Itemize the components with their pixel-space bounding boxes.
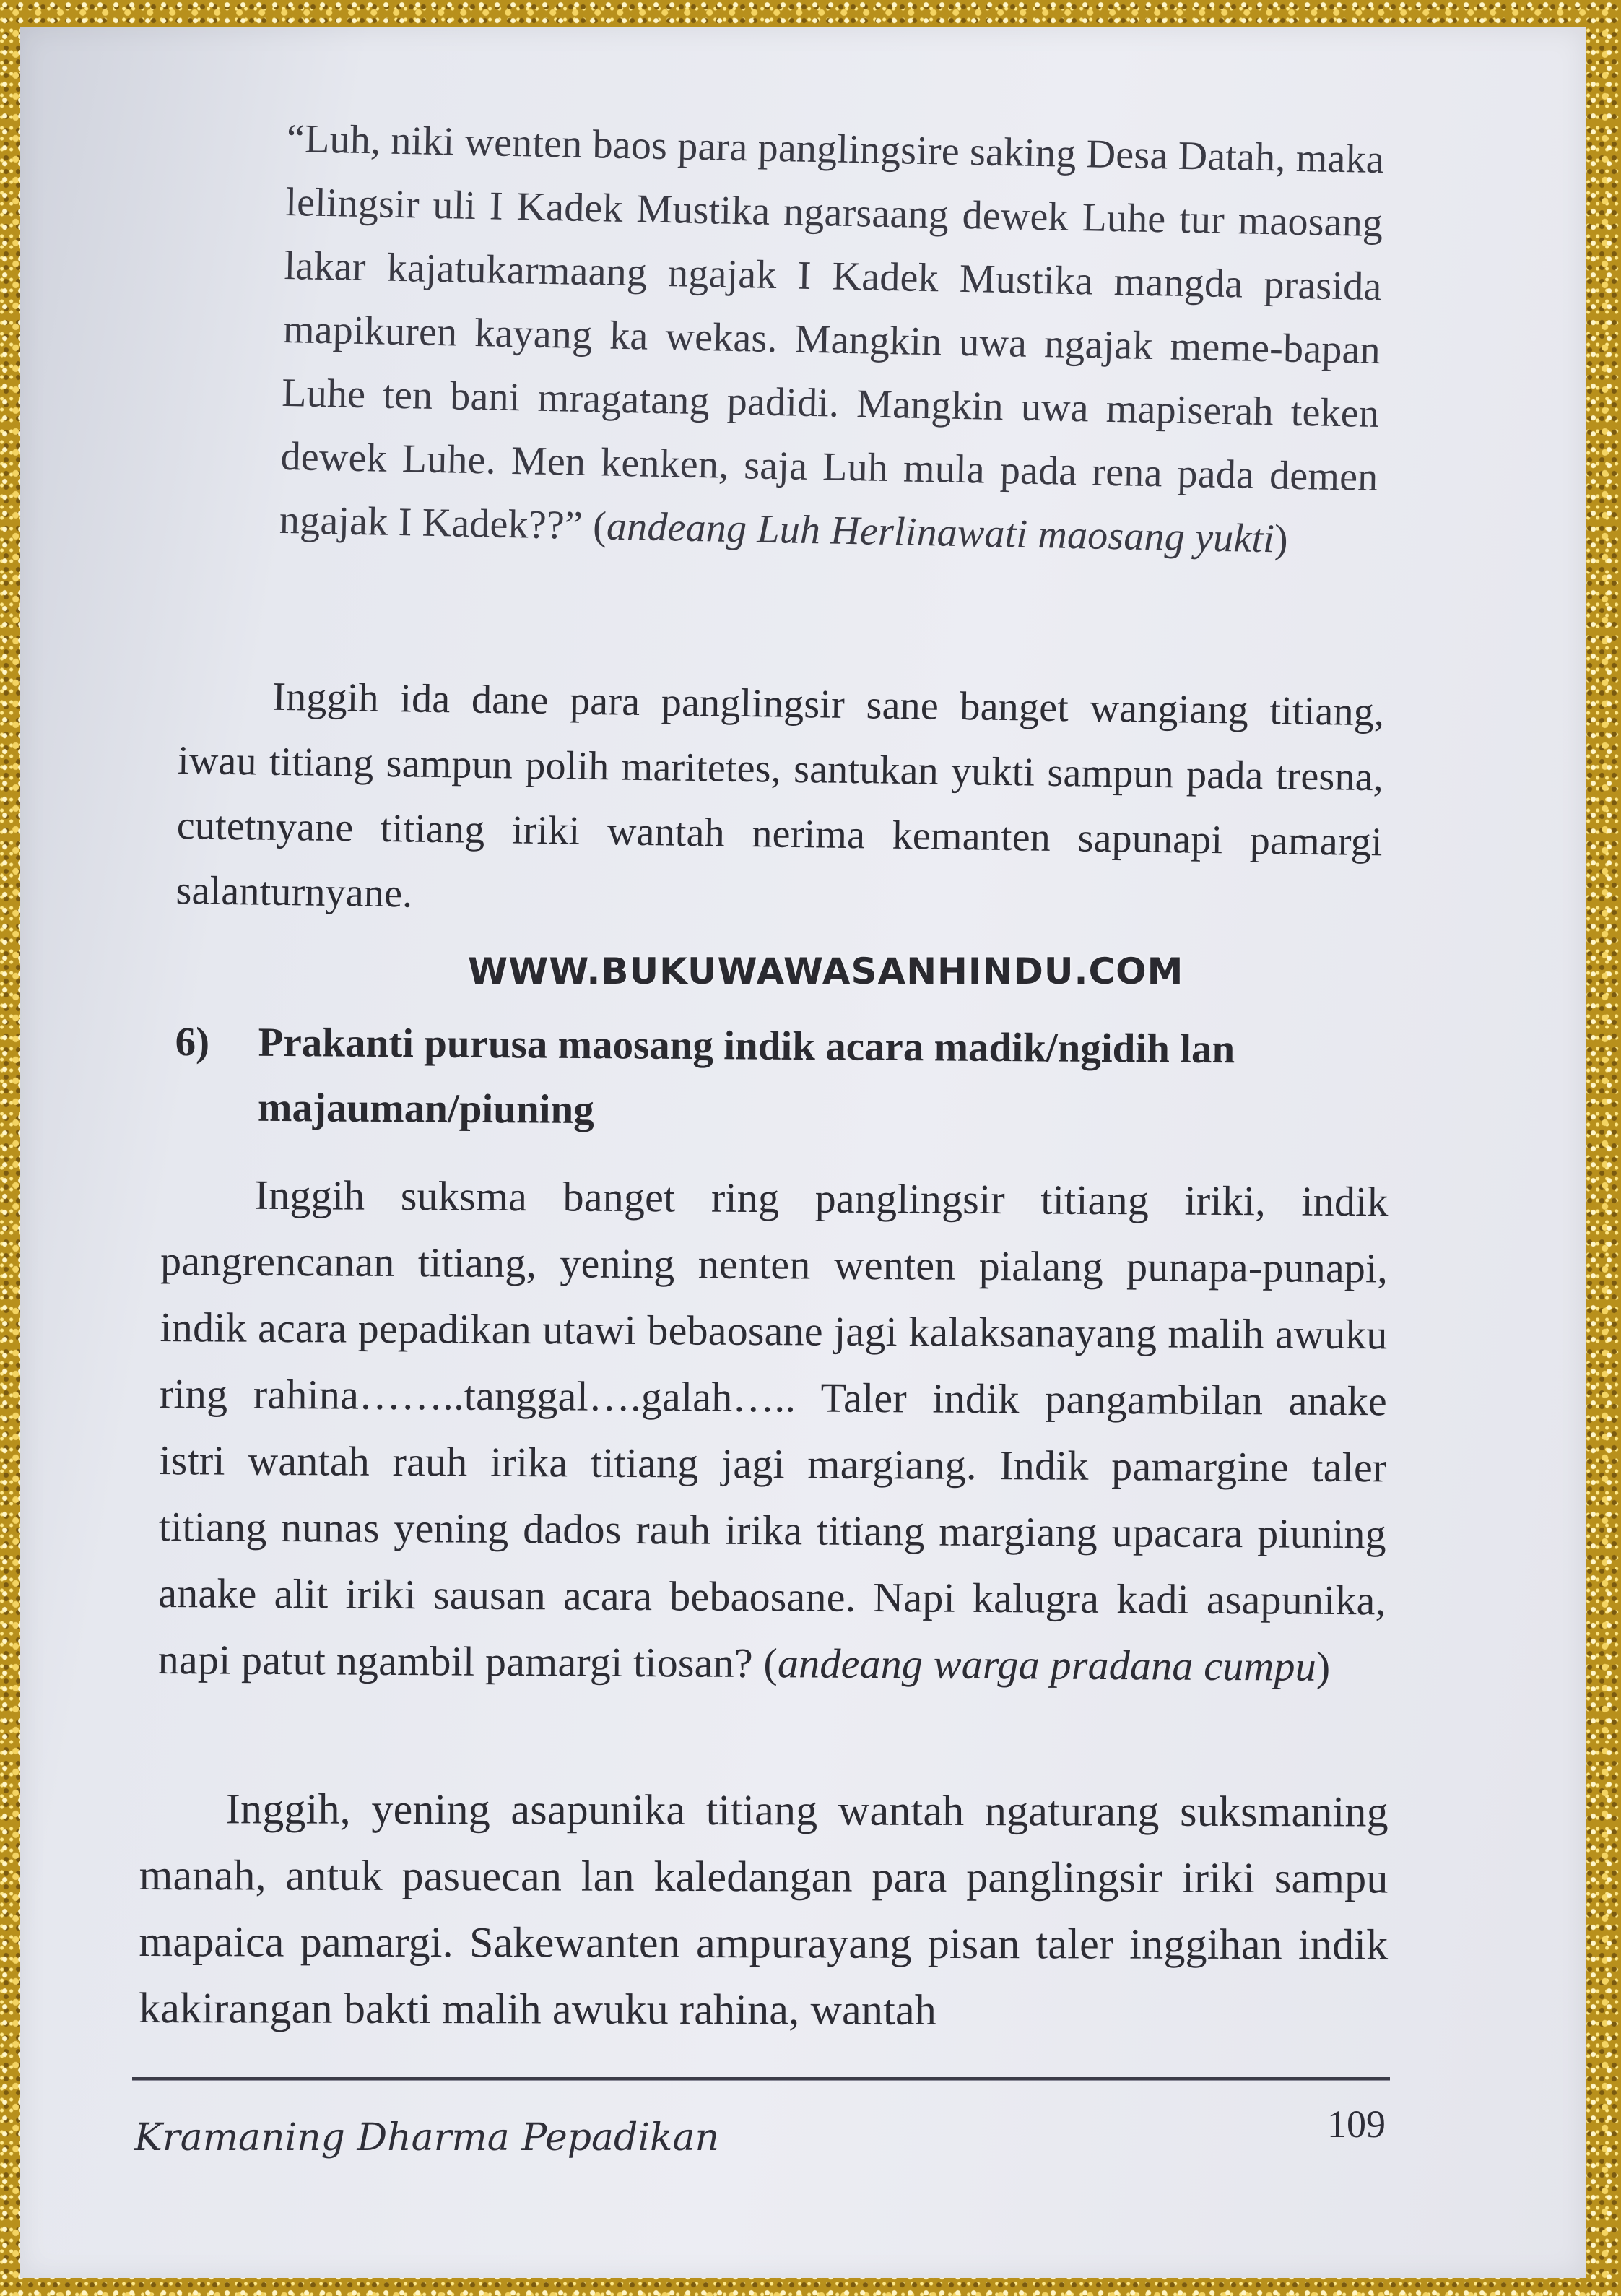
paragraph-2-note-close: ): [1316, 1642, 1331, 1690]
paragraph-2-stage-note: andeang warga pradana cumpu: [777, 1639, 1317, 1690]
quote-text: “Luh, niki wenten baos para panglingsire saking Desa Datah, maka lelingsir uli I Kadek Mustika ngarsaang dewek Luhe tur maosang lakar kajatukarmaang ngajak I Kadek Mustika mangda prasida mapikuren kayang ka wekas. Mangkin uwa ngajak meme-bapan Luhe ten bani mragatang padidi. Mangkin uwa mapiserah teken dewek Luhe. Men kenken, saja Luh mula pada rena pada demen ngajak I Kadek??”: [279, 116, 1385, 548]
quote-stage-note: andeang Luh Herlinawati maosang yukti: [606, 503, 1275, 562]
section-heading: [175, 1010, 1389, 1148]
quote-note-open: (: [582, 503, 607, 549]
page-number: 109: [1327, 2102, 1386, 2146]
paragraph-3: Inggih, yening asapunika titiang wantah ngaturang suksmaning manah, antuk pasuecan lan kaledangan para panglingsir iriki sampu mapaica pamargi. Sakewanten ampurayang pisan taler inggihan indik kakirangan bakti malih awuku rahina, wantah: [139, 1785, 1389, 2034]
section-number: 6): [175, 1018, 210, 1065]
book-page: [20, 27, 1586, 2278]
paragraph-2-note-open: (: [752, 1639, 778, 1687]
footer-divider: [132, 2077, 1390, 2081]
paragraph-1: Inggih ida dane para panglingsir sane banget wangiang titiang, iwau titiang sampun polih maritetes, santukan yukti sampun pada tresna, cutetnyane titiang iriki wantah nerima kemanten sapunapi pamargi salanturnyane.: [175, 674, 1385, 917]
quote-paragraph: [279, 107, 1385, 573]
paragraph-2: [158, 1161, 1389, 1700]
footer-book-title: Kramaning Dharma Pepadikan: [134, 2116, 719, 2159]
section-title: Prakanti purusa maosang indik acara madik/ngidih lan majauman/piuning: [257, 1019, 1235, 1133]
paragraph-2-text: Inggih suksma banget ring panglingsir titiang iriki, indik pangrencanan titiang, yening nenten wenten pialang punapa-punapi, indik acara pepadikan utawi bebaosane jagi kalaksanayang malih awuku ring rahina……..tanggal….galah….. Taler indik pangambilan anake istri wantah rauh irika titiang jagi margiang. Indik pamargine taler titiang nunas yening dados rauh irika titiang margiang upacara piuning anake alit iriki sausan acara bebaosane. Napi kalugra kadi asapunika, napi patut ngambil pamargi tiosan?: [157, 1171, 1389, 1687]
quote-note-close: ): [1274, 516, 1289, 562]
watermark-url: WWW.BUKUWAWASANHINDU.COM: [468, 950, 1184, 992]
